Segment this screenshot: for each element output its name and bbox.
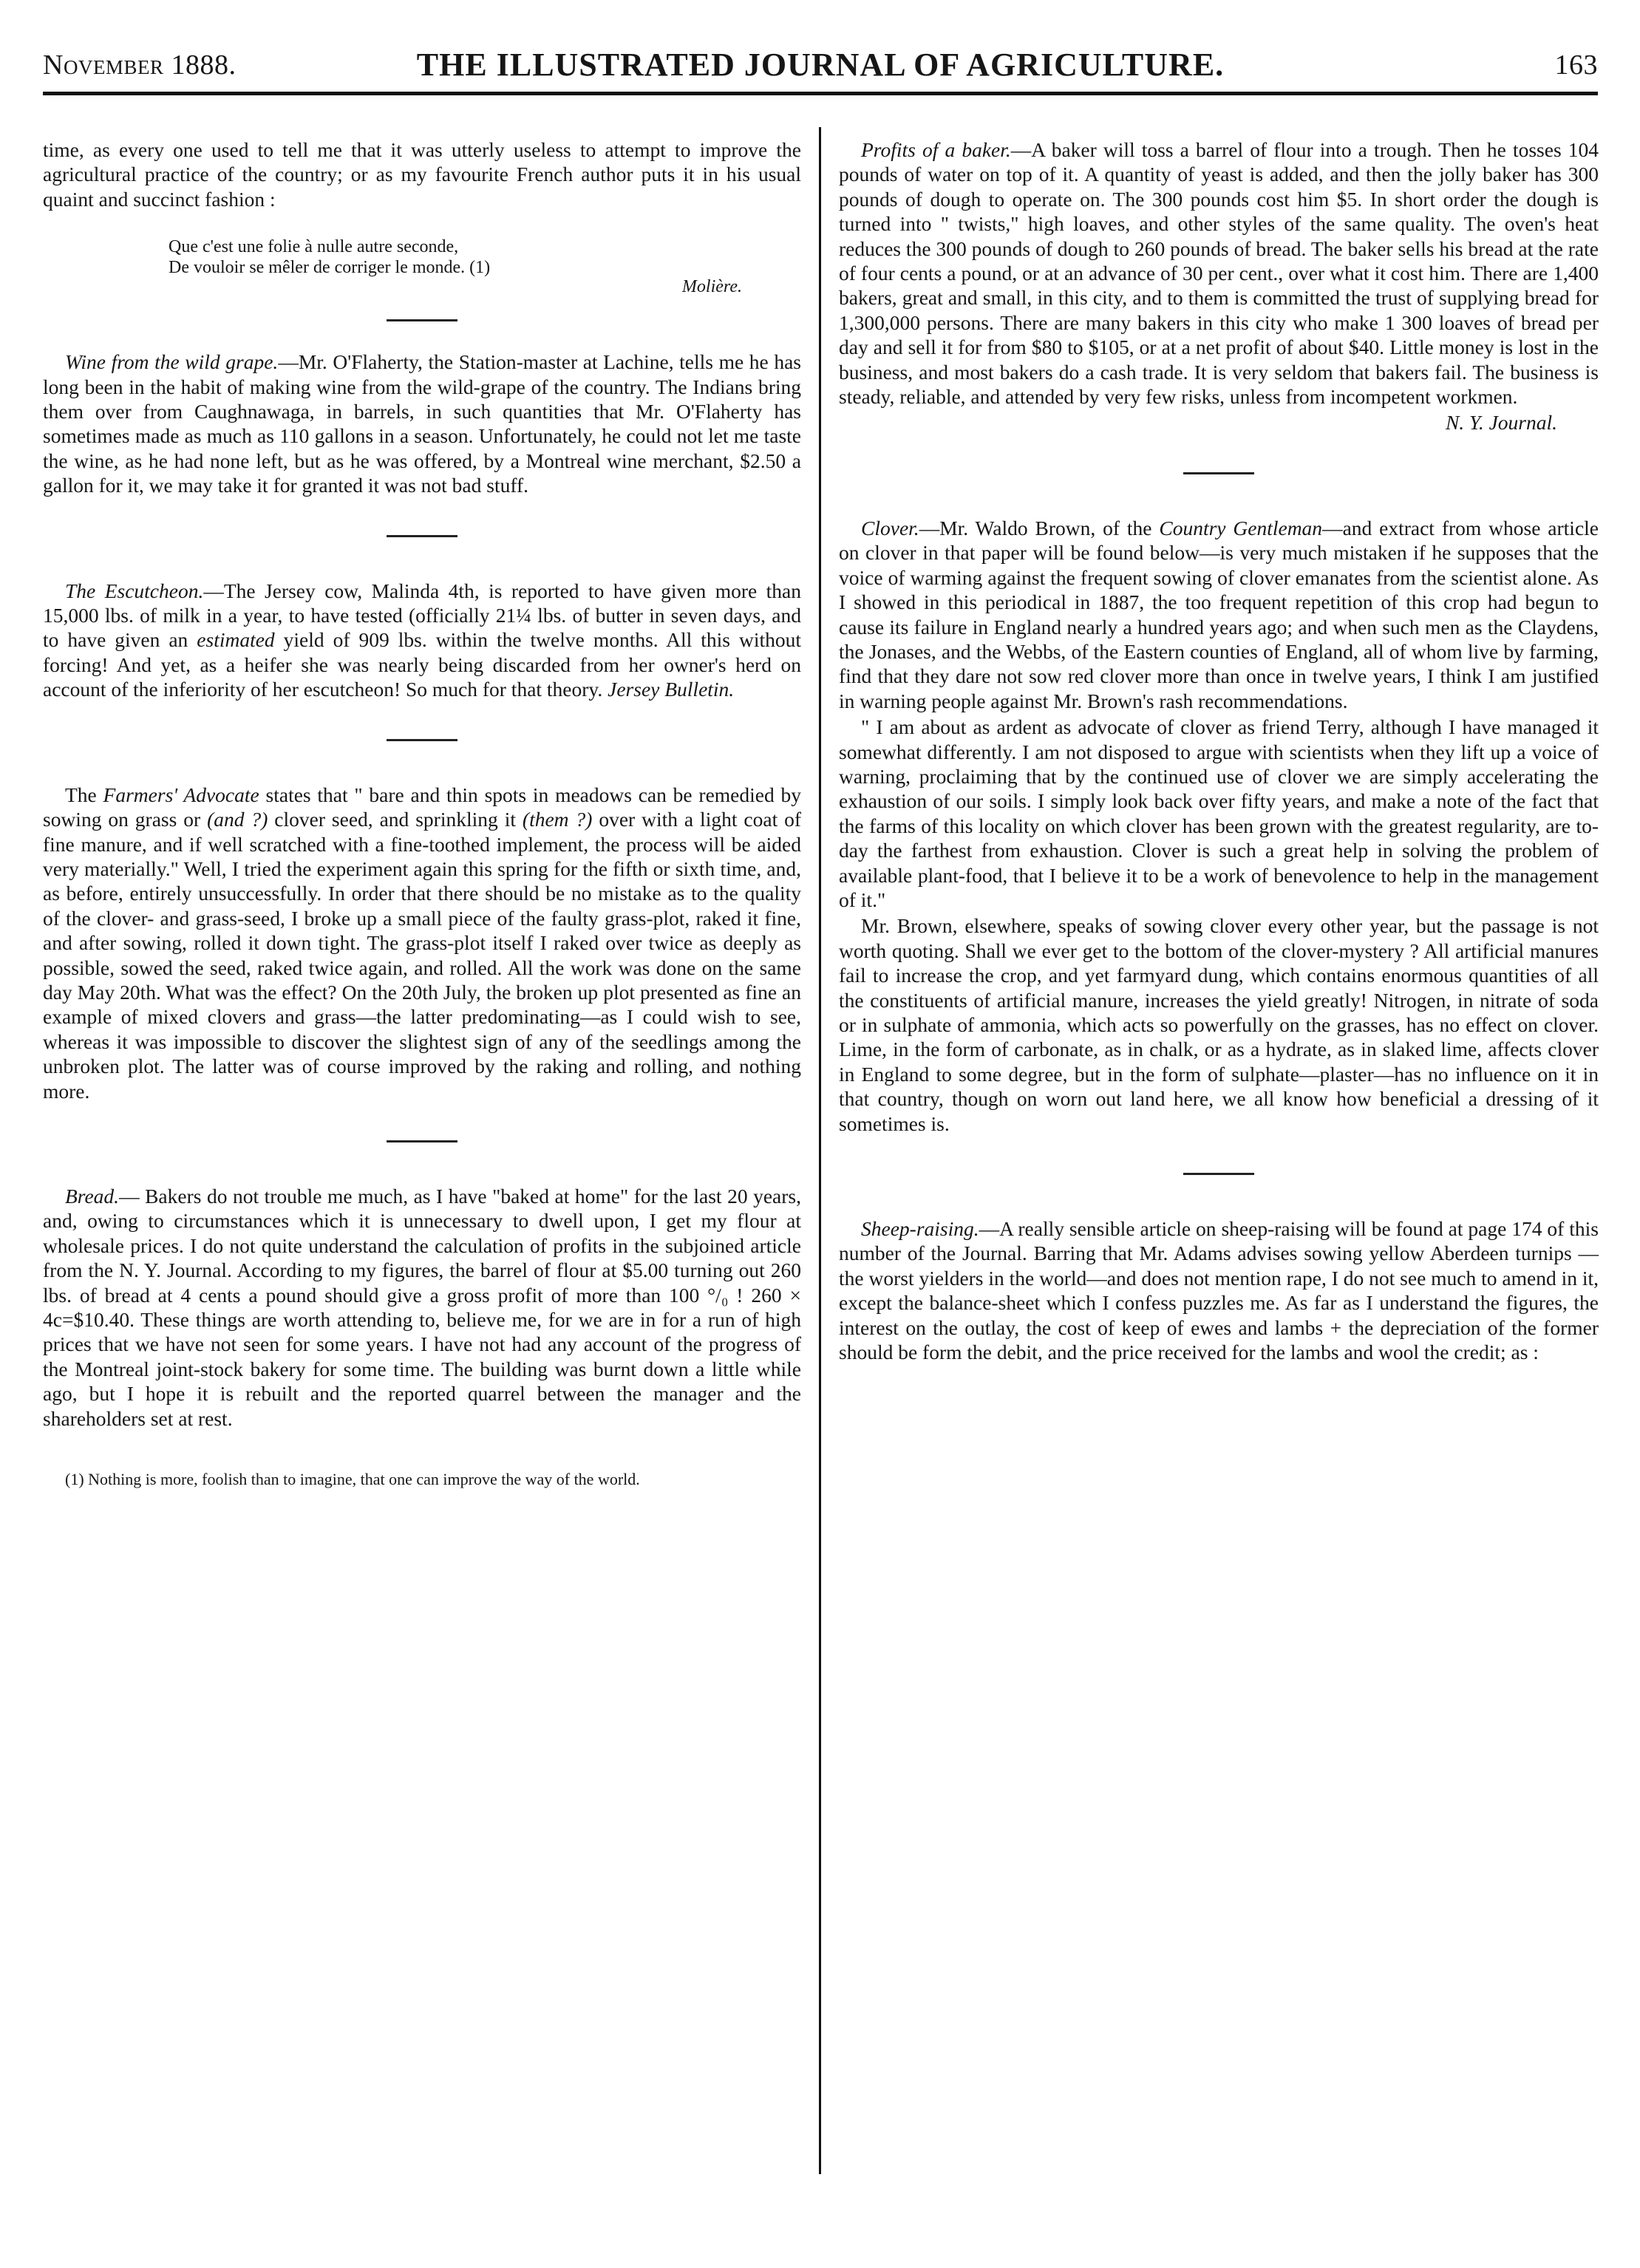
fa-text-2: states that " bare and thin spots in meadows can be remedied by sowing on grass or — [43, 783, 801, 831]
bread-article — [43, 1184, 801, 1431]
profits-text: —A baker will toss a barrel of flour into a trough. Then he tosses 104 pounds of water on top of it. A quantity of yeast is added, and then the jolly baker has 300 pounds of dough to operate on. The 300 pounds cost him $5. In short order the dough is turned into " twists," high loaves, and other styles of the same quality. The oven's heat reduces the 300 pounds of dough to 260 pounds of bread. The baker sells his bread at the rate of four cents a pound, or at an advance of 30 per cent., over what it cost him. There are 1,400 bakers, great and small, in this city, and to them is committed the trust of supplying bread for 1,300,000 persons. There are many bakers in this city who make 1 300 loaves of bread per day and sell it for from $80 to $105, or at a net profit of about $40. Little money is lost in the business, and most bakers do a cash trade. It is very seldom that bakers fail. The business is steady, reliable, and attended by very few risks, unless from incompetent workmen. — [839, 138, 1599, 409]
fa-them: (them ?) — [522, 808, 593, 831]
column-divider — [819, 127, 821, 2174]
clover-title: Clover. — [861, 516, 919, 539]
wine-text: —Mr. O'Flaherty, the Station-master at Lachine, tells me he has long been in the habit of making wine from the wild-grape of the country. The Indians bring them over from Caughnawaga, in barrels, in such quantities that Mr. O'Flaherty has sometimes made as much as 110 gallons in a season. Unfortunately, he could not let me taste the wine, as he had none left, but as he was offered, by a Montreal wine merchant, $2.50 a gallon for it, we may take it for granted it was not bad stuff. — [43, 350, 801, 497]
clover-text-2: —and extract from whose article on clover in that paper will be found below—is very much mistaken if he supposes that the voice of warming against the frequent sowing of clover emanates from the scientist alone. As I showed in this periodical in 1887, the too frequent repetition of this crop had begun to cause its failure in England nearly a hundred years ago; and when such men as the Claydens, the Jonases, and the Webbs, of the Eastern counties of England, all of whom live by farming, find that they dare not sow red clover more than once in twelve years, I think I am justified in warning people against Mr. Brown's rash recommendations. — [839, 516, 1599, 712]
fa-and: (and ?) — [207, 808, 268, 831]
fa-text-4: over with a light coat of fine manure, and if well scratched with a fine-toothed implement, the process will be aided very materially." Well, I tried the experiment again this spring for the fifth or sixth time, and, as before, entirely unsuccessfully. In order that there should be no mistake as to the quality of the clover- and grass-seed, I broke up a small piece of the faulty grass-plot, raked it fine, and after sowing, rolled it down tight. The grass-plot itself I raked over twice as deeply as possible, sowed the seed, raked twice again, and rolled. All the work was done on the same day May 20th. What was the effect? On the 20th July, the broken up plot presented as fine an example of mixed clovers and grass—the latter predominating—as I could wish to see, whereas it was impossible to discover the slightest sign of any of the seedlings among the unbroken plot. The latter was of course improved by the raking and rolling, and nothing more. — [43, 808, 802, 1103]
section-separator — [1183, 1173, 1254, 1175]
footnote: (1) Nothing is more, foolish than to imagine, that one can improve the way of the world. — [65, 1470, 640, 1489]
page-number: 163 — [1554, 50, 1598, 81]
section-separator — [387, 319, 457, 321]
section-separator — [387, 535, 457, 537]
clover-text-1: —Mr. Waldo Brown, of the — [919, 516, 1152, 539]
fa-text-1: The — [65, 783, 97, 806]
clover-country-gentleman: Country Gentleman — [1159, 516, 1323, 539]
escutcheon-text-2: yield of 909 lbs. within the twelve months. All this without forcing! And yet, as a heifer she was nearly being discarded from her owner's herd on account of the inferiority of her escutcheon! So much for that theory. — [43, 628, 801, 701]
clover-quote: " I am about as ardent as advocate of clover as friend Terry, although I have managed it somewhat differently. I am not disposed to argue with scientists when they lift up a voice of warning, proclaiming that by the continued use of clover we are simply accelerating the exhaustion of our soils. I simply look back over fifty years, and make a note of the fact that the farms of this locality on which clover has been grown with the greatest regularity, are to-day the farthest from exhaustion. Clover is such a great help in solving the problem of available plant-food, that I believe it to be a work of benevolence to help in the management of it." — [839, 715, 1599, 911]
section-separator — [387, 1140, 457, 1142]
sheep-text: —A really sensible article on sheep-raising will be found at page 174 of this number of the Journal. Barring that Mr. Adams advises sowing yellow Aberdeen turnips —the worst yielders in the world—and does not mention rape, I do not see much to amend in it, except the balance-sheet which I confess puzzles me. As far as I understand the figures, the interest on the outlay, the cost of keep of ewes and lambs + the depreciation of the former should be form the debit, and the price received for the lambs and wool the credit; as : — [839, 1217, 1599, 1364]
header-title: THE ILLUSTRATED JOURNAL OF AGRICULTURE. — [416, 47, 1225, 83]
left-column — [43, 137, 801, 1491]
page-header — [43, 43, 1598, 87]
section-separator — [387, 739, 457, 741]
verse-author: Molière. — [681, 277, 742, 297]
escutcheon-estimated: estimated — [197, 628, 275, 652]
intro-paragraph: time, as every one used to tell me that it was utterly useless to attempt to improve the agricultural practice of the country; or as my favourite French author puts it in his usual quaint and succinct fashion : — [43, 138, 801, 211]
fa-title: Farmers' Advocate — [103, 783, 259, 806]
verse-quote — [169, 236, 801, 297]
profits-title: Profits of a baker. — [861, 138, 1011, 161]
wine-title: Wine from the wild grape. — [65, 350, 279, 374]
profits-source: N. Y. Journal. — [1445, 411, 1557, 435]
section-separator — [1183, 472, 1254, 474]
clover-text-3: Mr. Brown, elsewhere, speaks of sowing clover every other year, but the passage is not worth quoting. Shall we ever get to the bottom of the clover-mystery ? All artificial manures fail to increase the crop, and yet farmyard dung, which contains enormous quantities of all the constituents of artificial manure, increases the yield greatly! Nitrogen, in nitrate of soda or in sulphate of ammonia, which acts so powerfully on the grasses, has no effect on clover. Lime, in the form of carbonate, as in chalk, or as a hydrate, as in slaked lime, affects clover in England to some degree, but in the form of sulphate—plaster—has no influence on it in that country, though on worn out land here, we all know how beneficial a dressing of it sometimes is. — [839, 914, 1599, 1135]
verse-line-2: De vouloir se mêler de corriger le monde. (1) — [169, 258, 491, 278]
escutcheon-text-1: —The Jersey cow, Malinda 4th, is reported to have given more than 15,000 lbs. of milk in a year, to have tested (officially 21¼ lbs. of butter in seven days, and to have given an — [43, 579, 802, 652]
header-month: November 1888. — [43, 50, 237, 81]
escutcheon-article — [43, 579, 801, 702]
right-column — [839, 137, 1599, 1366]
farmers-advocate-article — [43, 783, 801, 1103]
verse-line-1: Que c'est une folie à nulle autre seconde, — [169, 237, 459, 257]
clover-article — [839, 516, 1599, 713]
bread-text: — Bakers do not trouble me much, as I have "baked at home" for the last 20 years, and, owing to circumstances which it is unnecessary to dwell upon, I get my flour at wholesale prices. I do not quite understand the calculation of profits in the subjoined article from the N. Y. Journal. According to my figures, the barrel of flour at $5.00 turning out 260 lbs. of bread at 4 cents a pound should give a gross profit of more than 100 °/₀ ! 260 × 4c=$10.40. These things are worth attending to, believe me, for we are in for a run of high prices that we have not seen for some years. I have not had any account of the progress of the Montreal joint-stock bakery for some time. The building was burnt down a little while ago, but I hope it is rebuilt and the reported quarrel between the manager and the shareholders set at rest. — [43, 1184, 801, 1430]
header-rule — [43, 92, 1598, 95]
profits-article — [839, 137, 1599, 409]
wine-article — [43, 350, 801, 497]
escutcheon-title: The Escutcheon. — [65, 579, 204, 602]
sheep-article — [839, 1216, 1599, 1364]
sheep-title: Sheep-raising. — [861, 1217, 979, 1241]
fa-text-3: clover seed, and sprinkling it — [274, 808, 516, 831]
bread-title: Bread. — [65, 1184, 120, 1208]
escutcheon-source: Jersey Bulletin. — [608, 678, 735, 701]
